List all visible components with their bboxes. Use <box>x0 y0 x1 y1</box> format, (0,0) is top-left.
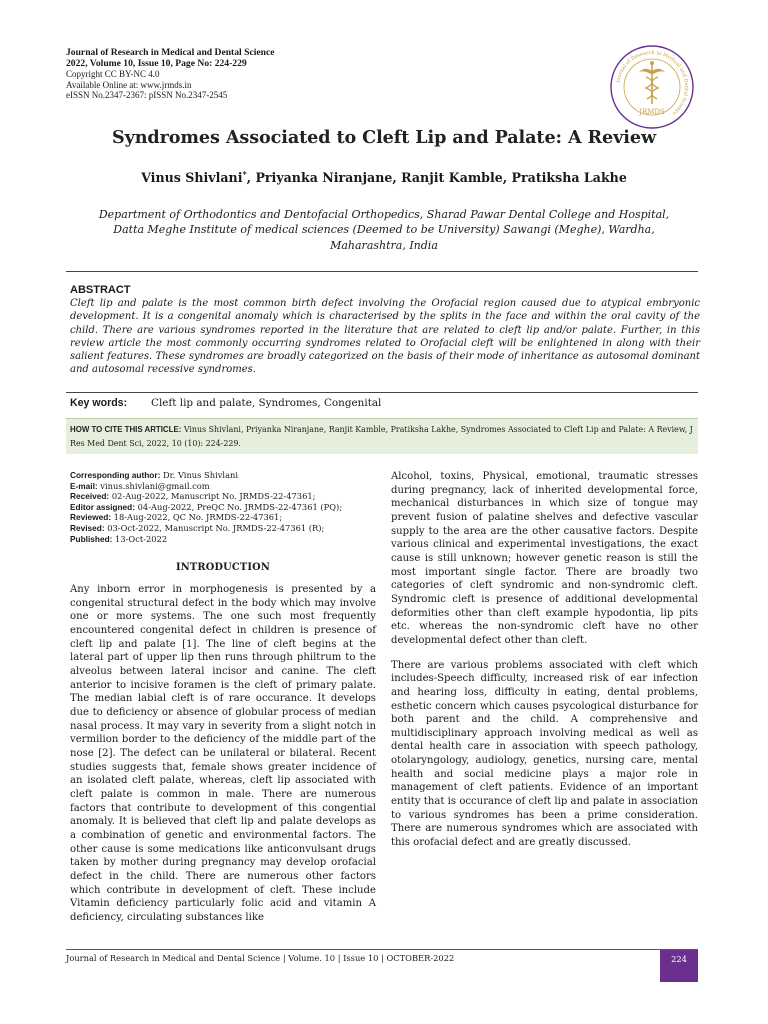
divider <box>66 271 698 272</box>
how-to-cite-box <box>66 418 698 454</box>
page-number: 224 <box>660 950 698 982</box>
abstract-heading: ABSTRACT <box>70 284 131 296</box>
left-column <box>70 470 376 925</box>
corr-line: Received: 02-Aug-2022, Manuscript No. JRMDS-22-47361; <box>70 491 316 502</box>
intro-paragraph-2: Alcohol, toxins, Physical, emotional, traumatic stresses during pregnancy, lack of inherited developmental force, mechanical disturbances in which size of tongue may prevent fusion of palatine shelves and defective vascular supply to the area are the other causative factors. Despite various clinical and experimental investigations, the exact cause is still unknown; however genetic reason is still the most important single factor. There are broadly two categories of cleft syndromic and non-syndromic cleft. Syndromic cleft is presence of additional developmental deformities other than cleft example hypodontia, lip pits etc. whereas the non-syndromic cleft have no other developmental defect other than cleft. <box>391 471 698 646</box>
first-author: Vinus Shivlani <box>141 170 243 186</box>
corr-line: Reviewed: 18-Aug-2022, QC No. JRMDS-22-47361; <box>70 512 283 523</box>
article-title: Syndromes Associated to Cleft Lip and Palate: A Review <box>111 127 656 148</box>
correspondence-block <box>70 470 376 544</box>
journal-logo <box>609 44 695 130</box>
footer-divider <box>66 949 698 950</box>
cite-label: HOW TO CITE THIS ARTICLE: <box>70 425 182 434</box>
affiliation: Department of Orthodontics and Dentofacial Orthopedics, Sharad Pawar Dental College and Hospital, Datta Meghe Institute of medical sciences (Deemed to be University) Sawangi (Meghe), Wardha, Maharashtra, India <box>98 208 670 252</box>
available-online: Available Online at: www.jrmds.in <box>66 79 192 90</box>
corresponding-mark: * <box>242 169 247 179</box>
introduction-heading: INTRODUCTION <box>175 562 271 574</box>
author-list <box>66 169 702 185</box>
logo-ring-text: Journal of Research in Medical and Dental Science <box>615 49 690 117</box>
corr-line: E-mail: vinus.shivlani@gmail.com <box>70 480 210 491</box>
corr-line: Revised: 03-Oct-2022, Manuscript No. JRMDS-22-47361 (R); <box>70 522 325 533</box>
copyright: Copyright CC BY-NC 4.0 <box>66 69 160 79</box>
caduceus-icon <box>639 61 665 104</box>
keywords-label: Key words: <box>70 397 128 409</box>
right-column <box>391 470 698 850</box>
footer-text: Journal of Research in Medical and Dental Science | Volume. 10 | Issue 10 | OCTOBER-2022 <box>66 953 455 963</box>
cite-text: Vinus Shivlani, Priyanka Niranjane, Ranjit Kamble, Pratiksha Lakhe, Syndromes Associated to Cleft Lip and Palate: A Review, J Res Med Dent Sci, 2022, 10 (10): 224-229. <box>70 425 693 448</box>
intro-paragraph-1: Any inborn error in morphogenesis is presented by a congenital structural defect in the body which may involve one or more systems. The one such most frequently encountered congenital defect in children is presence of cleft lip and palate [1]. The line of cleft begins at the lateral part of upper lip then runs through philtrum to the alveolus between lateral incisor and canine. The cleft anterior to incisive foramen is the cleft of primary palate. The median labial cleft is of rare occurance. It develops due to deficiency or absence of globular process of median nasal process. It may vary in severity from a slight notch in vermilion border to the deficiency of the middle part of the nose [2]. The defect can be unilateral or bilateral. Recent studies suggests that, female shows greater incidence of an isolated cleft palate, whereas, cleft lip associated with cleft palate is common in male. There are numerous factors that contribute to development of this congential anomaly. It is believed that cleft lip and palate develops as a combination of genetic and environmental factors. The other cause is some medications like anticonvulsant drugs taken by mother during pregnancy may develop orofacial defect in the child. There are numerous other factors which contribute in development of cleft. These include Vitamin deficiency particularly folic acid and vitamin A deficiency, circulating substances like <box>70 584 376 923</box>
logo-text: JRMDS <box>639 108 665 116</box>
corr-line: Published: 13-Oct-2022 <box>70 533 168 544</box>
corr-line: Editor assigned: 04-Aug-2022, PreQC No. JRMDS-22-47361 (PQ); <box>70 501 343 512</box>
corr-line: Corresponding author: Dr. Vinus Shivlani <box>70 470 239 480</box>
journal-name: Journal of Research in Medical and Dental Science <box>66 47 275 58</box>
issn: eISSN No.2347-2367: pISSN No.2347-2545 <box>66 90 228 100</box>
divider <box>66 392 698 393</box>
intro-paragraph-3: There are various problems associated with cleft which includes-Speech difficulty, increased risk of ear infection and hearing loss, difficulty in eating, dental problems, esthetic concern which causes psycological disturbance for both parent and the child. A comprehensive and multidisciplinary approach involving medical as well as dental health care in association with speech pathology, otolaryngology, audiology, genetics, nursing care, mental health and social medicine plays a major role in management of cleft patients. Evidence of an important entity that is occurance of cleft lip and palate in association to various syndromes has been a prime consideration. There are numerous syndromes which are associated with this orofacial defect and are greatly discussed. <box>391 659 698 849</box>
journal-header <box>66 47 486 101</box>
journal-issue: 2022, Volume 10, Issue 10, Page No: 224-229 <box>66 58 247 69</box>
abstract-text: Cleft lip and palate is the most common birth defect involving the Orofacial region caused due to atypical embryonic development. It is a congenital anomaly which is characterised by the splits in the face and within the oral cavity of the child. There are various syndromes reported in the literature that are related to cleft lip and/or palate. Further, in this review article the most commonly occurring syndromes related to Orofacial cleft will be enlightened in along with their salient features. These syndromes are broadly categorized on the basis of their mode of inheritance as autosomal dominant and autosomal recessive syndromes. <box>70 298 700 376</box>
keywords-text: Cleft lip and palate, Syndromes, Congenital <box>151 397 382 409</box>
other-authors: , Priyanka Niranjane, Ranjit Kamble, Pratiksha Lakhe <box>246 170 627 186</box>
